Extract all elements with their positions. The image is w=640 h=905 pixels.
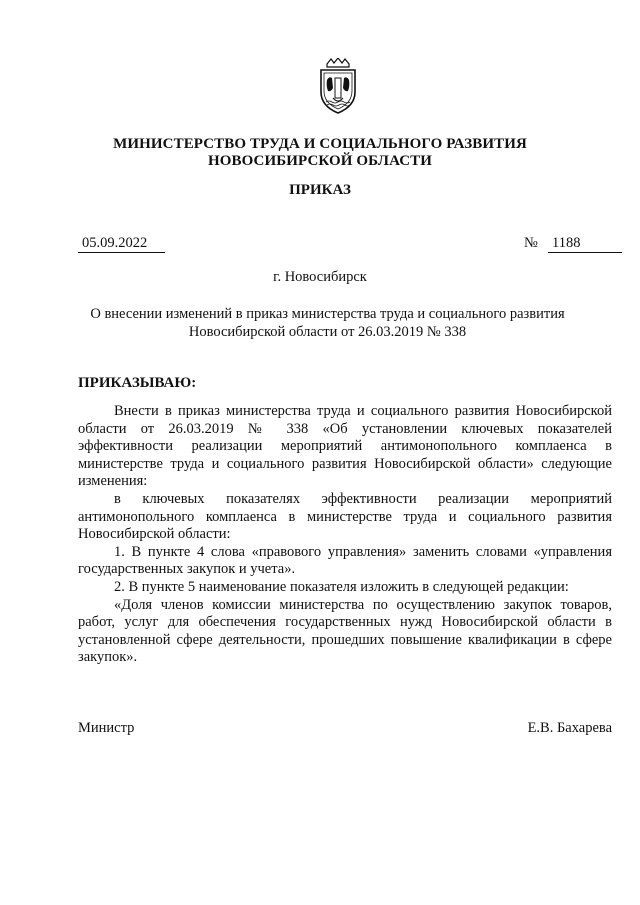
subject-line2: Новосибирской области от 26.03.2019 № 338 — [188, 324, 467, 340]
body-paragraph: 2. В пункте 5 наименование показателя изложить в следующей редакции: — [114, 578, 569, 595]
decree-heading: ПРИКАЗЫВАЮ: — [78, 375, 197, 391]
city: г. Новосибирск — [273, 269, 367, 285]
order-date: 05.09.2022 — [78, 234, 165, 253]
body-paragraph: Внести в приказ министерства труда и социального развития Новосибирской области от 26.03.2019 № 338 «Об установлении ключевых показателей эффективности реализации мероприятий антимонопольного комплаенса в министерстве труда и социального развития Новосибирской области» следующие изменения: — [78, 403, 612, 490]
signatory-name: Е.В. Бахарева — [527, 720, 612, 736]
body-paragraph: «Доля членов комиссии министерства по осуществлению закупок товаров, работ, услуг для обеспечения государственных нужд Новосибирской области в установленной сфере деятельности, прошедших повышение квалификации в сфере закупок». — [78, 596, 612, 666]
coat-of-arms-icon — [313, 58, 363, 118]
document-type: ПРИКАЗ — [289, 182, 351, 198]
ministry-name-line1: МИНИСТЕРСТВО ТРУДА И СОЦИАЛЬНОГО РАЗВИТИЯ — [113, 136, 527, 152]
body-paragraph: 1. В пункте 4 слова «правового управления» заменить словами «управления государственных закупок и учета». — [78, 543, 612, 578]
subject-line1: О внесении изменений в приказ министерства труда и социального развития — [90, 306, 565, 322]
signatory-position: Министр — [78, 720, 135, 736]
body-paragraph: в ключевых показателях эффективности реализации мероприятий антимонопольного комплаенса в министерстве труда и социального развития Новосибирской области: — [78, 490, 612, 543]
order-number: 1188 — [548, 234, 622, 253]
order-body — [78, 403, 612, 667]
number-sign: № — [524, 235, 538, 251]
ministry-name-line2: НОВОСИБИРСКОЙ ОБЛАСТИ — [207, 153, 433, 169]
